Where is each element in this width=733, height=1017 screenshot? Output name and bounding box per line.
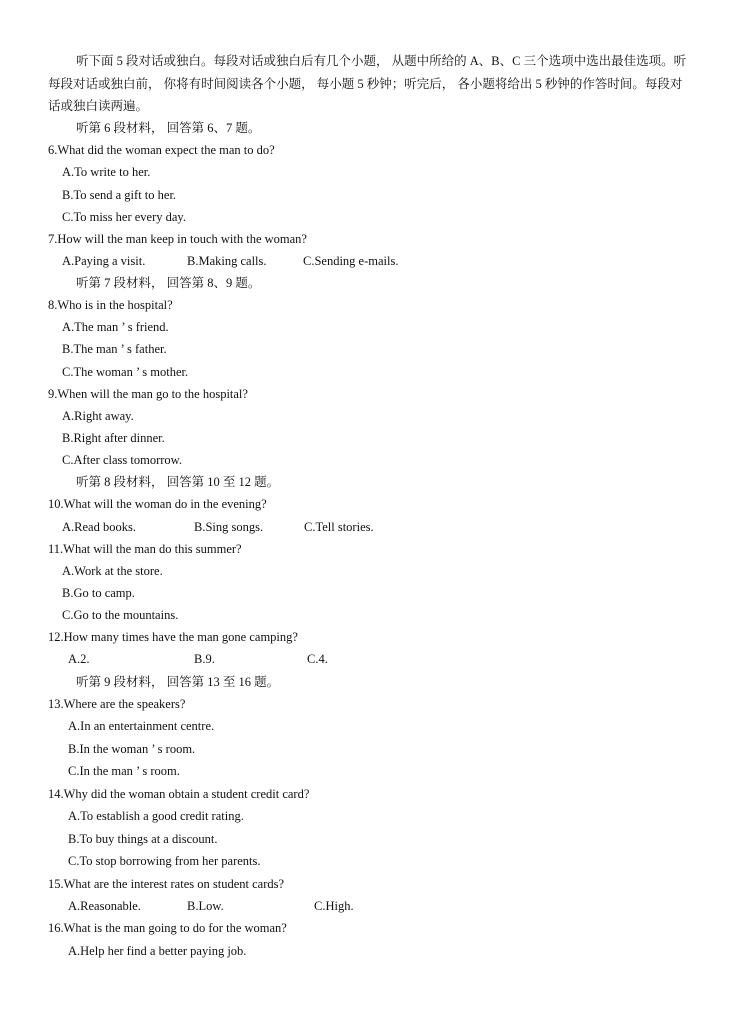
question-7-options bbox=[0, 253, 733, 269]
question-12-option-b: B.9. bbox=[194, 652, 215, 666]
question-9-option-a: A.Right away. bbox=[62, 409, 134, 423]
question-9: 9.When will the man go to the hospital? bbox=[48, 387, 248, 401]
question-16-option-a: A.Help her find a better paying job. bbox=[68, 944, 247, 958]
question-9-option-c: C.After class tomorrow. bbox=[62, 453, 182, 467]
question-15-options bbox=[0, 898, 733, 914]
question-11: 11.What will the man do this summer? bbox=[48, 542, 242, 556]
question-8-option-c: C.The woman ’ s mother. bbox=[62, 365, 189, 379]
question-12-option-c: C.4. bbox=[307, 652, 328, 666]
question-12-option-a: A.2. bbox=[68, 652, 90, 666]
question-14-option-b: B.To buy things at a discount. bbox=[68, 832, 218, 846]
question-8: 8.Who is in the hospital? bbox=[48, 298, 173, 312]
question-15-option-c: C.High. bbox=[314, 899, 354, 913]
question-7-option-a: A.Paying a visit. bbox=[62, 254, 146, 268]
section-8-heading: 听第 8 段材料， 回答第 10 至 12 题。 bbox=[76, 475, 280, 489]
question-15-option-a: A.Reasonable. bbox=[68, 899, 141, 913]
question-6-option-a: A.To write to her. bbox=[62, 165, 151, 179]
question-6-option-b: B.To send a gift to her. bbox=[62, 188, 177, 202]
question-6-option-c: C.To miss her every day. bbox=[62, 210, 186, 224]
question-11-option-c: C.Go to the mountains. bbox=[62, 608, 179, 622]
question-15: 15.What are the interest rates on student cards? bbox=[48, 877, 285, 891]
question-16: 16.What is the man going to do for the woman? bbox=[48, 921, 287, 935]
question-6: 6.What did the woman expect the man to do? bbox=[48, 143, 275, 157]
section-6-heading: 听第 6 段材料， 回答第 6、7 题。 bbox=[76, 121, 261, 135]
section-7-heading: 听第 7 段材料， 回答第 8、9 题。 bbox=[76, 276, 261, 290]
question-11-option-b: B.Go to camp. bbox=[62, 586, 135, 600]
question-15-option-b: B.Low. bbox=[187, 899, 224, 913]
question-8-option-a: A.The man ’ s friend. bbox=[62, 320, 169, 334]
question-10-option-a: A.Read books. bbox=[62, 520, 136, 534]
question-7-option-c: C.Sending e-mails. bbox=[303, 254, 399, 268]
question-14-option-c: C.To stop borrowing from her parents. bbox=[68, 854, 261, 868]
instructions-paragraph: 听下面 5 段对话或独白。每段对话或独白后有几个小题， 从题中所给的 A、B、C 三个选项中选出最佳选项。听每段对话或独白前， 你将有时间阅读各个小题， 每小题 5 秒钟；听完后， 各小题将给出 5 秒钟的作答时间。每段对话或独白读两遍。 bbox=[48, 54, 687, 113]
question-10-option-c: C.Tell stories. bbox=[304, 520, 374, 534]
question-7: 7.How will the man keep in touch with the woman? bbox=[48, 232, 307, 246]
question-14: 14.Why did the woman obtain a student credit card? bbox=[48, 787, 310, 801]
question-12-options bbox=[0, 651, 733, 667]
question-9-option-b: B.Right after dinner. bbox=[62, 431, 165, 445]
question-10-options bbox=[0, 519, 733, 535]
question-11-option-a: A.Work at the store. bbox=[62, 564, 163, 578]
question-13-option-c: C.In the man ’ s room. bbox=[68, 764, 180, 778]
question-13: 13.Where are the speakers? bbox=[48, 697, 186, 711]
question-10-option-b: B.Sing songs. bbox=[194, 520, 264, 534]
question-7-option-b: B.Making calls. bbox=[187, 254, 267, 268]
question-12: 12.How many times have the man gone camping? bbox=[48, 630, 298, 644]
question-13-option-b: B.In the woman ’ s room. bbox=[68, 742, 196, 756]
question-8-option-b: B.The man ’ s father. bbox=[62, 342, 167, 356]
section-9-heading: 听第 9 段材料， 回答第 13 至 16 题。 bbox=[76, 675, 280, 689]
question-14-option-a: A.To establish a good credit rating. bbox=[68, 809, 244, 823]
question-10: 10.What will the woman do in the evening? bbox=[48, 497, 267, 511]
question-13-option-a: A.In an entertainment centre. bbox=[68, 719, 215, 733]
